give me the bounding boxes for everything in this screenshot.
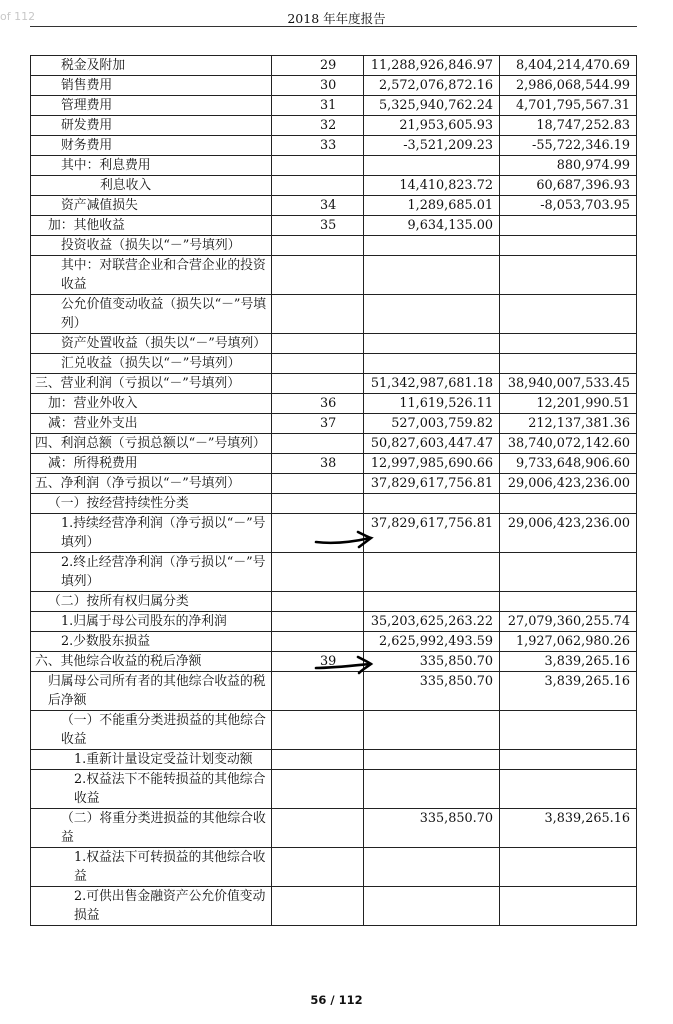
page-count-ghost: of 112: [0, 10, 36, 23]
table-row: [31, 612, 637, 632]
current-period-amount: 335,850.70: [364, 652, 500, 672]
line-item: 资产减值损失: [31, 196, 272, 216]
current-period-amount: [364, 236, 500, 256]
note-ref: 39: [272, 652, 364, 672]
current-period-amount: [364, 750, 500, 770]
note-ref: 32: [272, 116, 364, 136]
prior-period-amount: [500, 354, 637, 374]
header-divider: [30, 26, 637, 27]
line-item: 加：营业外收入: [31, 394, 272, 414]
table-row: [31, 374, 637, 394]
note-ref: 37: [272, 414, 364, 434]
line-item: 汇兑收益（损失以“－”号填列）: [31, 354, 272, 374]
prior-period-amount: 12,201,990.51: [500, 394, 637, 414]
note-ref: 38: [272, 454, 364, 474]
prior-period-amount: 3,839,265.16: [500, 652, 637, 672]
current-period-amount: [364, 848, 500, 887]
note-ref: [272, 295, 364, 334]
line-item: 研发费用: [31, 116, 272, 136]
note-ref: [272, 848, 364, 887]
line-item: 管理费用: [31, 96, 272, 116]
prior-period-amount: [500, 848, 637, 887]
current-period-amount: 37,829,617,756.81: [364, 474, 500, 494]
prior-period-amount: 60,687,396.93: [500, 176, 637, 196]
table-row: [31, 711, 637, 750]
note-ref: 34: [272, 196, 364, 216]
table-row: [31, 454, 637, 474]
line-item: 三、营业利润（亏损以“－”号填列）: [31, 374, 272, 394]
current-period-amount: 11,288,926,846.97: [364, 56, 500, 76]
current-period-amount: 2,572,076,872.16: [364, 76, 500, 96]
handwritten-arrow-parent-net-profit: [314, 654, 376, 676]
current-period-amount: 12,997,985,690.66: [364, 454, 500, 474]
prior-period-amount: [500, 334, 637, 354]
line-item: 财务费用: [31, 136, 272, 156]
prior-period-amount: [500, 553, 637, 592]
note-ref: 31: [272, 96, 364, 116]
current-period-amount: 50,827,603,447.47: [364, 434, 500, 454]
line-item: 2.权益法下不能转损益的其他综合收益: [31, 770, 272, 809]
prior-period-amount: 212,137,381.36: [500, 414, 637, 434]
table-row: [31, 295, 637, 334]
prior-period-amount: 29,006,423,236.00: [500, 474, 637, 494]
current-period-amount: [364, 887, 500, 926]
prior-period-amount: 8,404,214,470.69: [500, 56, 637, 76]
current-period-amount: 335,850.70: [364, 672, 500, 711]
prior-period-amount: 4,701,795,567.31: [500, 96, 637, 116]
prior-period-amount: 38,940,007,533.45: [500, 374, 637, 394]
prior-period-amount: [500, 295, 637, 334]
current-period-amount: 51,342,987,681.18: [364, 374, 500, 394]
line-item: 2.少数股东损益: [31, 632, 272, 652]
prior-period-amount: 29,006,423,236.00: [500, 514, 637, 553]
table-row: [31, 553, 637, 592]
prior-period-amount: 2,986,068,544.99: [500, 76, 637, 96]
current-period-amount: 11,619,526.11: [364, 394, 500, 414]
note-ref: [272, 750, 364, 770]
current-period-amount: 5,325,940,762.24: [364, 96, 500, 116]
prior-period-amount: 9,733,648,906.60: [500, 454, 637, 474]
table-row: [31, 494, 637, 514]
current-period-amount: 37,829,617,756.81: [364, 514, 500, 553]
line-item: （一）不能重分类进损益的其他综合收益: [31, 711, 272, 750]
note-ref: [272, 474, 364, 494]
current-period-amount: [364, 553, 500, 592]
table-row: [31, 394, 637, 414]
note-ref: [272, 494, 364, 514]
note-ref: [272, 632, 364, 652]
current-period-amount: 2,625,992,493.59: [364, 632, 500, 652]
table-row: [31, 434, 637, 454]
prior-period-amount: 1,927,062,980.26: [500, 632, 637, 652]
current-period-amount: 1,289,685.01: [364, 196, 500, 216]
prior-period-amount: [500, 770, 637, 809]
line-item: （一）按经营持续性分类: [31, 494, 272, 514]
current-period-amount: -3,521,209.23: [364, 136, 500, 156]
current-period-amount: 527,003,759.82: [364, 414, 500, 434]
table-row: [31, 848, 637, 887]
current-period-amount: 9,634,135.00: [364, 216, 500, 236]
line-item: 其中：利息费用: [31, 156, 272, 176]
prior-period-amount: [500, 494, 637, 514]
prior-period-amount: [500, 256, 637, 295]
line-item: 减：所得税费用: [31, 454, 272, 474]
prior-period-amount: 38,740,072,142.60: [500, 434, 637, 454]
report-header: 2018 年年度报告: [287, 11, 386, 26]
prior-period-amount: 3,839,265.16: [500, 672, 637, 711]
table-row: [31, 750, 637, 770]
table-row: [31, 56, 637, 76]
current-period-amount: [364, 711, 500, 750]
prior-period-amount: 880,974.99: [500, 156, 637, 176]
prior-period-amount: 18,747,252.83: [500, 116, 637, 136]
note-ref: [272, 592, 364, 612]
line-item: 1.归属于母公司股东的净利润: [31, 612, 272, 632]
table-row: [31, 414, 637, 434]
table-row: [31, 474, 637, 494]
handwritten-arrow-net-profit: [314, 529, 376, 551]
table-row: [31, 354, 637, 374]
table-row: [31, 887, 637, 926]
prior-period-amount: [500, 216, 637, 236]
table-row: [31, 770, 637, 809]
prior-period-amount: [500, 887, 637, 926]
note-ref: 30: [272, 76, 364, 96]
table-row: [31, 216, 637, 236]
prior-period-amount: [500, 592, 637, 612]
line-item: 1.持续经营净利润（净亏损以“－”号填列）: [31, 514, 272, 553]
line-item: 1.权益法下可转损益的其他综合收益: [31, 848, 272, 887]
prior-period-amount: -8,053,703.95: [500, 196, 637, 216]
note-ref: [272, 156, 364, 176]
line-item: 四、利润总额（亏损总额以“－”号填列）: [31, 434, 272, 454]
line-item: 加：其他收益: [31, 216, 272, 236]
prior-period-amount: -55,722,346.19: [500, 136, 637, 156]
page-number: 56 / 112: [310, 993, 363, 1007]
table-row: [31, 156, 637, 176]
note-ref: [272, 354, 364, 374]
prior-period-amount: 27,079,360,255.74: [500, 612, 637, 632]
table-row: [31, 592, 637, 612]
line-item: 五、净利润（净亏损以“－”号填列）: [31, 474, 272, 494]
table-row: [31, 196, 637, 216]
note-ref: [272, 256, 364, 295]
line-item: 2.可供出售金融资产公允价值变动损益: [31, 887, 272, 926]
note-ref: [272, 334, 364, 354]
table-row: [31, 334, 637, 354]
note-ref: 29: [272, 56, 364, 76]
note-ref: [272, 770, 364, 809]
note-ref: [272, 809, 364, 848]
line-item: 2.终止经营净利润（净亏损以“－”号填列）: [31, 553, 272, 592]
current-period-amount: 14,410,823.72: [364, 176, 500, 196]
current-period-amount: [364, 334, 500, 354]
table-row: [31, 809, 637, 848]
line-item: 投资收益（损失以“－”号填列）: [31, 236, 272, 256]
prior-period-amount: [500, 711, 637, 750]
line-item: 税金及附加: [31, 56, 272, 76]
current-period-amount: [364, 354, 500, 374]
current-period-amount: [364, 592, 500, 612]
line-item: 1.重新计量设定受益计划变动额: [31, 750, 272, 770]
table-row: [31, 136, 637, 156]
table-row: [31, 256, 637, 295]
line-item: 利息收入: [31, 176, 272, 196]
current-period-amount: [364, 156, 500, 176]
line-item: （二）按所有权归属分类: [31, 592, 272, 612]
line-item: 资产处置收益（损失以“－”号填列）: [31, 334, 272, 354]
note-ref: [272, 672, 364, 711]
note-ref: [272, 176, 364, 196]
note-ref: 33: [272, 136, 364, 156]
note-ref: [272, 434, 364, 454]
current-period-amount: [364, 770, 500, 809]
note-ref: [272, 374, 364, 394]
current-period-amount: [364, 256, 500, 295]
income-statement-table: [30, 55, 637, 926]
line-item: 其中：对联营企业和合营企业的投资收益: [31, 256, 272, 295]
current-period-amount: 35,203,625,263.22: [364, 612, 500, 632]
note-ref: [272, 553, 364, 592]
table-row: [31, 176, 637, 196]
line-item: 销售费用: [31, 76, 272, 96]
table-row: [31, 116, 637, 136]
prior-period-amount: 3,839,265.16: [500, 809, 637, 848]
note-ref: [272, 711, 364, 750]
table-row: [31, 672, 637, 711]
line-item: 六、其他综合收益的税后净额: [31, 652, 272, 672]
current-period-amount: 21,953,605.93: [364, 116, 500, 136]
table-row: [31, 632, 637, 652]
note-ref: 36: [272, 394, 364, 414]
table-row: [31, 96, 637, 116]
line-item: 归属母公司所有者的其他综合收益的税后净额: [31, 672, 272, 711]
prior-period-amount: [500, 236, 637, 256]
note-ref: [272, 887, 364, 926]
line-item: 公允价值变动收益（损失以“－”号填列）: [31, 295, 272, 334]
table-row: [31, 76, 637, 96]
table-row: [31, 236, 637, 256]
current-period-amount: 335,850.70: [364, 809, 500, 848]
note-ref: [272, 612, 364, 632]
prior-period-amount: [500, 750, 637, 770]
line-item: 减：营业外支出: [31, 414, 272, 434]
note-ref: [272, 236, 364, 256]
current-period-amount: [364, 295, 500, 334]
note-ref: 35: [272, 216, 364, 236]
line-item: （二）将重分类进损益的其他综合收益: [31, 809, 272, 848]
current-period-amount: [364, 494, 500, 514]
